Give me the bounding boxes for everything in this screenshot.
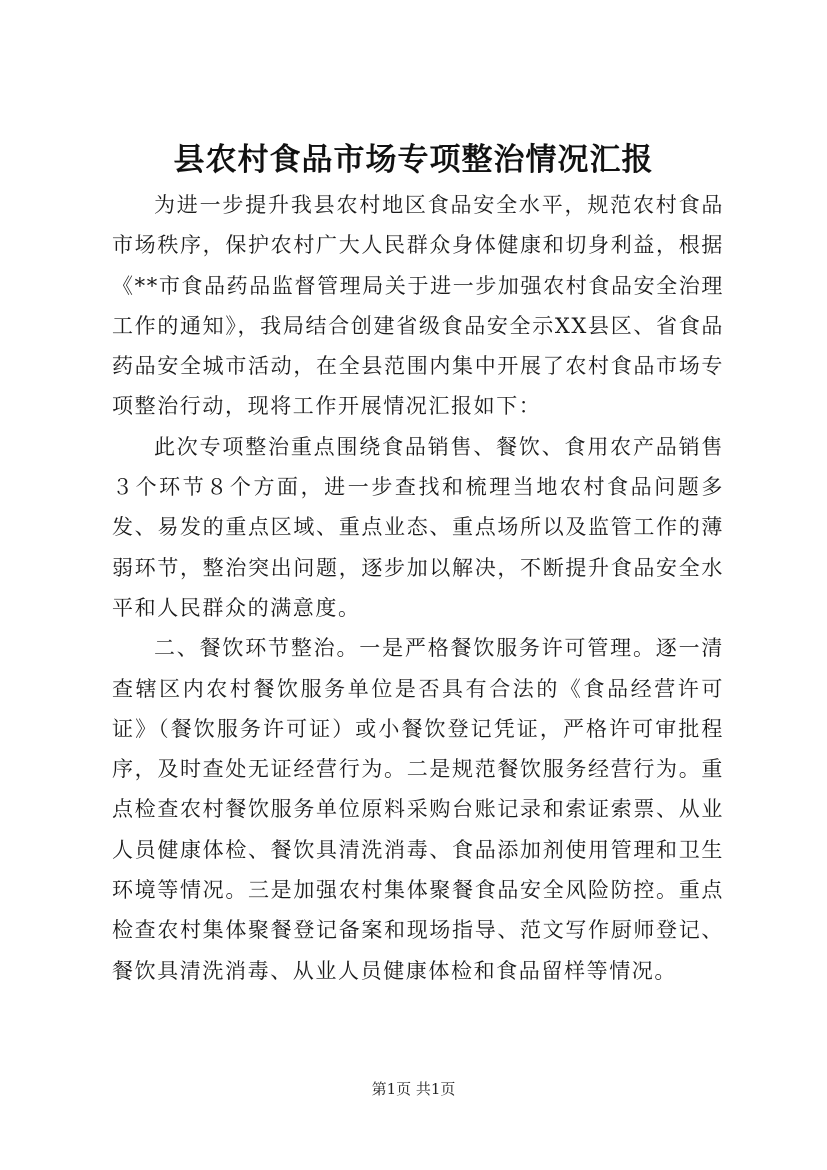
document-title: 县农村食品市场专项整治情况汇报	[173, 142, 654, 178]
document-body	[112, 185, 724, 991]
paragraph-catering: 二、餐饮环节整治。一是严格餐饮服务许可管理。逐一清查辖区内农村餐饮服务单位是否具有合法的《食品经营许可证》（餐饮服务许可证）或小餐饮登记凭证，严格许可审批程序，及时查处无证经营行为。二是规范餐饮服务经营行为。重点检查农村餐饮服务单位原料采购台账记录和索证索票、从业人员健康体检、餐饮具清洗消毒、食品添加剂使用管理和卫生环境等情况。三是加强农村集体聚餐食品安全风险防控。重点检查农村集体聚餐登记备案和现场指导、范文写作厨师登记、餐饮具清洗消毒、从业人员健康体检和食品留样等情况。	[112, 636, 724, 983]
paragraph-focus: 此次专项整治重点围绕食品销售、餐饮、食用农产品销售３个环节８个方面，进一步查找和梳理当地农村食品问题多发、易发的重点区域、重点业态、重点场所以及监管工作的薄弱环节，整治突出问题，逐步加以解决，不断提升食品安全水平和人民群众的满意度。	[112, 434, 724, 620]
paragraph-intro: 为进一步提升我县农村地区食品安全水平，规范农村食品市场秩序，保护农村广大人民群众身体健康和切身利益，根据《**市食品药品监督管理局关于进一步加强农村食品安全治理工作的通知》，我局结合创建省级食品安全示XX县区、省食品药品安全城市活动，在全县范围内集中开展了农村食品市场专项整治行动，现将工作开展情况汇报如下：	[112, 193, 724, 419]
page-footer: 第1页 共1页	[371, 1080, 456, 1098]
